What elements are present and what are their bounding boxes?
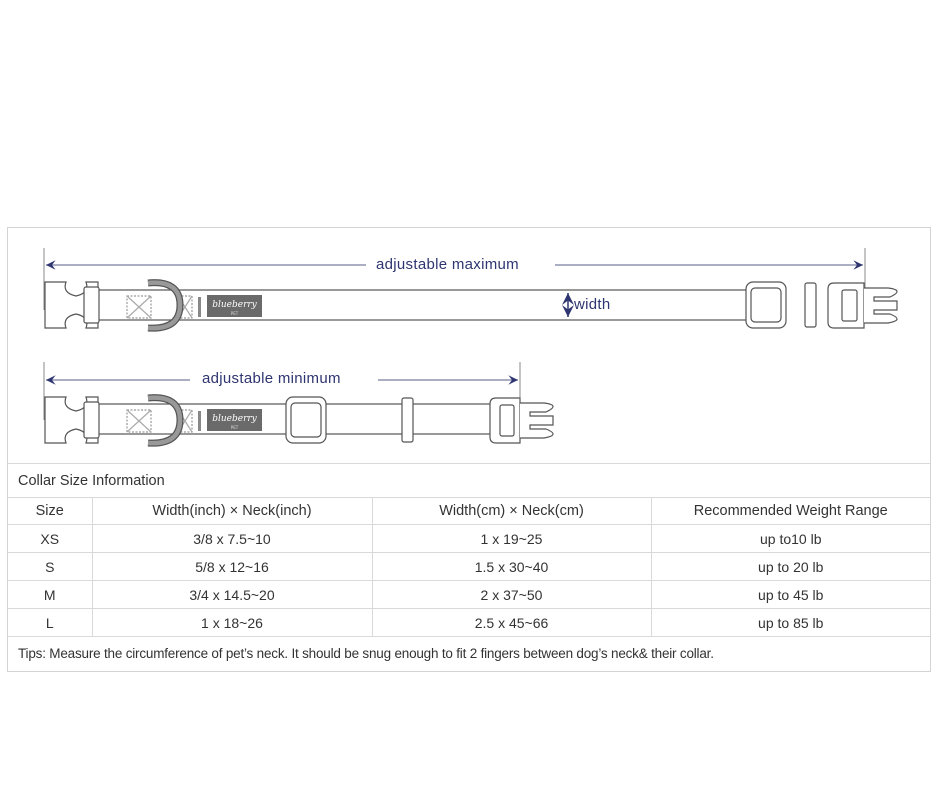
svg-text:blueberry: blueberry: [212, 414, 257, 424]
cell-size: M: [8, 581, 92, 609]
cell-inch: 1 x 18~26: [92, 609, 372, 637]
svg-text:PET: PET: [230, 425, 239, 430]
table-title: Collar Size Information: [8, 464, 930, 498]
table-row: [8, 553, 930, 581]
tips-text: Tips: Measure the circumference of pet’s neck. It should be snug enough to fit 2 fingers between dog’s neck& their collar.: [8, 637, 930, 670]
cell-size: S: [8, 553, 92, 581]
cell-inch: 3/4 x 14.5~20: [92, 581, 372, 609]
header-inch: Width(inch) × Neck(inch): [92, 498, 372, 525]
cell-weight: up to 85 lb: [651, 609, 930, 637]
cell-weight: up to10 lb: [651, 525, 930, 553]
cell-inch: 3/8 x 7.5~10: [92, 525, 372, 553]
tips-row: [8, 637, 930, 670]
header-weight: Recommended Weight Range: [651, 498, 930, 525]
table-row: [8, 525, 930, 553]
table-row: [8, 609, 930, 637]
adjustable-maximum-label: adjustable maximum: [372, 256, 523, 274]
collar-max: [45, 282, 897, 328]
table-title-row: [8, 464, 930, 498]
header-cm: Width(cm) × Neck(cm): [372, 498, 651, 525]
collar-min: [45, 397, 553, 443]
table-row: [8, 581, 930, 609]
cell-size: L: [8, 609, 92, 637]
cell-inch: 5/8 x 12~16: [92, 553, 372, 581]
table-header-row: [8, 498, 930, 525]
collar-size-table: [8, 463, 930, 669]
header-size: Size: [8, 498, 92, 525]
width-label: width: [574, 296, 611, 313]
svg-text:PET: PET: [230, 311, 239, 316]
cell-cm: 2 x 37~50: [372, 581, 651, 609]
cell-weight: up to 20 lb: [651, 553, 930, 581]
adjustable-minimum-label: adjustable minimum: [198, 370, 345, 388]
cell-size: XS: [8, 525, 92, 553]
brand-logo-text: blueberry: [212, 300, 257, 310]
cell-cm: 2.5 x 45~66: [372, 609, 651, 637]
cell-cm: 1.5 x 30~40: [372, 553, 651, 581]
cell-cm: 1 x 19~25: [372, 525, 651, 553]
cell-weight: up to 45 lb: [651, 581, 930, 609]
